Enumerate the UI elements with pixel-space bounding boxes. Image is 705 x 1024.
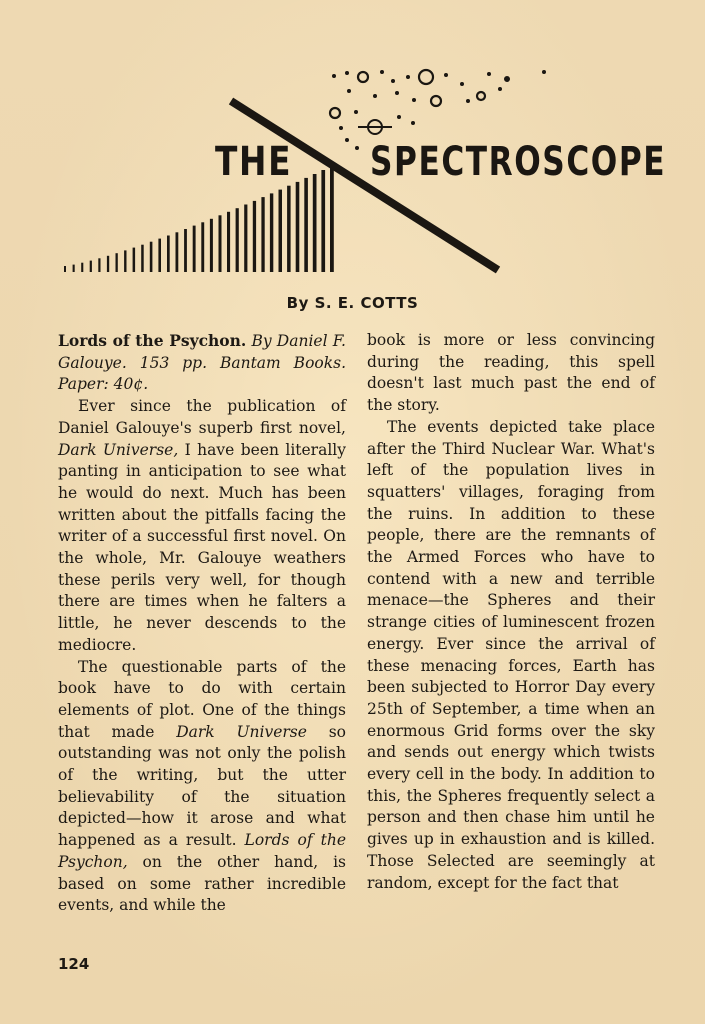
spectrum-bar (210, 219, 213, 272)
particle-dot (395, 91, 399, 95)
spectrum-bar (124, 250, 126, 272)
spectrum-bars (64, 166, 334, 272)
left-column (58, 330, 346, 917)
paragraph: Ever since the publication of Daniel Galouye's superb first novel, Dark Universe, I have been literally panting in anticipation to see what he would do next. Much has been written about the pitfalls facing the writer of a successful first novel. On the whole, Mr. Galouye weathers these perils very well, for though there are times when he falters a little, he never descends to the mediocre. (58, 397, 347, 654)
spectrum-bar (227, 212, 230, 272)
spectrum-bar (184, 229, 187, 272)
spectrum-bar (176, 232, 179, 272)
spectrum-bar (90, 261, 92, 272)
spectrum-bar (296, 182, 300, 272)
spectrum-bar (261, 197, 264, 272)
title-word-the: THE (215, 139, 293, 185)
particle-dot (358, 72, 368, 82)
spectrum-bar (107, 256, 109, 272)
particle-dot (411, 121, 415, 125)
spectrum-bar (236, 208, 239, 272)
particle-dot (487, 72, 491, 76)
particle-dot (444, 73, 448, 77)
paragraph: book is more or less convincing during the reading, this spell doesn't last much past the end of the story. (367, 331, 655, 415)
spectrum-bar (193, 226, 196, 272)
title-word-spectroscope: SPECTROSCOPE (370, 139, 667, 185)
particle-dot (354, 110, 358, 114)
spectrum-bar (150, 242, 153, 272)
particle-dot (431, 96, 441, 106)
spectrum-bar (270, 193, 273, 272)
particle-dot (330, 108, 340, 118)
particle-dot (419, 70, 433, 84)
spectrum-bar (313, 174, 317, 272)
spectrum-bar (98, 258, 100, 272)
particle-dot (477, 92, 485, 100)
spectrum-bar (141, 245, 144, 272)
atom-symbol (358, 120, 392, 134)
particle-dot (345, 71, 349, 75)
particle-dot (542, 70, 546, 74)
spectrum-bar (279, 190, 283, 272)
spectrum-bar (167, 236, 170, 273)
spectrum-bar (321, 170, 325, 272)
spectrum-bar (253, 201, 256, 272)
particle-dot (397, 115, 401, 119)
spectrum-bar (304, 178, 308, 272)
spectrum-bar (219, 215, 222, 272)
spectrum-bar (287, 186, 291, 272)
particle-dot (355, 146, 359, 150)
particle-dot (380, 70, 384, 74)
paragraph: The questionable parts of the book have to do with certain elements of plot. One of the things that made Dark Universe so outstanding was not only the polish of the writing, but the utter believability of the situation depicted—how it arose and what happened as a result. Lords of the Psychon, on the other hand, is based on some rather incredible events, and while the (58, 657, 346, 915)
byline: By S. E. COTTS (286, 294, 419, 312)
particle-dot (412, 98, 416, 102)
particle-dot (332, 74, 336, 78)
particle-dot (339, 126, 343, 130)
page-number: 124 (58, 955, 90, 973)
spectrum-bar (330, 166, 334, 272)
spectrum-bar (133, 248, 136, 272)
particle-dot (406, 75, 410, 79)
particle-dot (345, 138, 349, 142)
spectrum-bar (116, 253, 118, 272)
particle-dot (391, 79, 395, 83)
particle-dots (330, 70, 546, 150)
particle-dot (504, 76, 510, 82)
particle-dot (466, 99, 470, 103)
spectrum-bar (64, 266, 66, 272)
spectrum-bar (244, 205, 247, 273)
spectrum-bar (158, 239, 161, 272)
particle-dot (460, 82, 464, 86)
spectrum-bar (201, 222, 204, 272)
particle-dot (498, 87, 502, 91)
spectrum-bar (73, 265, 75, 272)
spectrum-bar (81, 263, 83, 272)
book-citation: Lords of the Psychon. By Daniel F. Galouye. 153 pp. Bantam Books. Paper: 40¢. (58, 331, 346, 394)
right-column (367, 330, 655, 894)
particle-dot (347, 89, 351, 93)
particle-dot (373, 94, 377, 98)
paragraph: The events depicted take place after the Third Nuclear War. What's left of the population lives in squatters' villages, foraging from the ruins. In addition to these people, there are the remnants of the Armed Forces who have to contend with a new and terrible menace—the Spheres and their strange cities of luminescent frozen energy. Ever since the arrival of these menacing forces, Earth has been subjected to Horror Day every 25th of September, a time when an enormous Grid forms over the sky and sends out energy which twists every cell in the body. In addition to this, the Spheres frequently select a person and then chase him until he gives up in exhaustion and is killed. Those Selected are seemingly at random, except for the fact that (367, 417, 655, 892)
